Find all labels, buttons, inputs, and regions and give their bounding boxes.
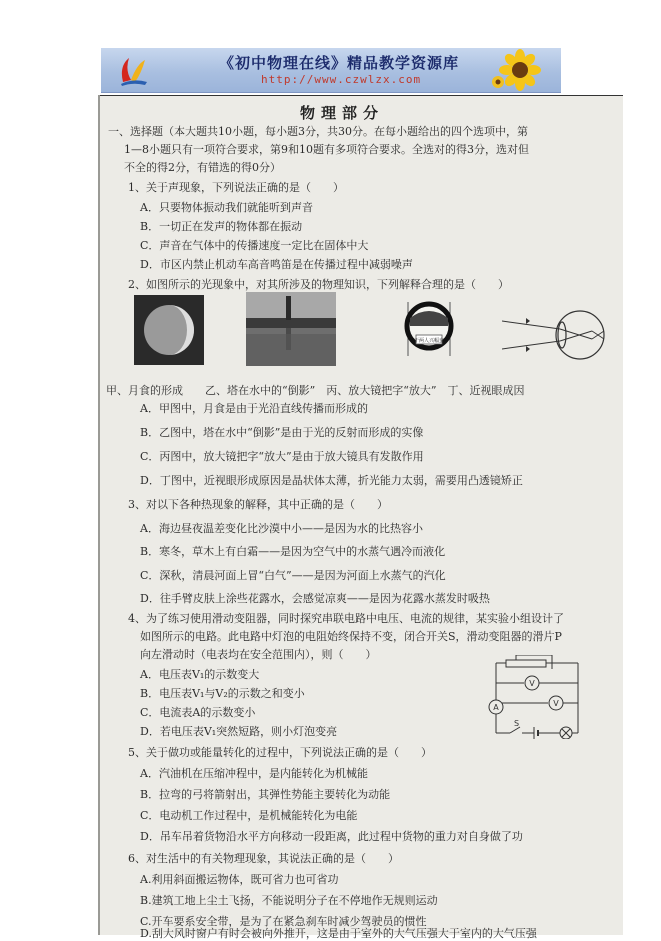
option: C．电动机工作过程中，是机械能转化为电能 xyxy=(140,809,358,822)
instruction-line: 1—8小题只有一项符合要求，第9和10题有多项符合要求。全选对的得3分，选对但 xyxy=(124,143,529,156)
magnifier-text: 干两人兴幅蛮 xyxy=(413,338,445,344)
option: D．丁图中，近视眼形成原因是晶状体太薄，折光能力太弱，需要用凸透镜矫正 xyxy=(140,474,523,487)
option: C．电流表A的示数变小 xyxy=(140,706,256,719)
header-banner xyxy=(101,48,561,93)
option: A.利用斜面搬运物体，既可省力也可省功 xyxy=(140,873,339,886)
figure-captions: 甲、月食的形成 乙、塔在水中的“倒影” 丙、放大镜把字“放大” 丁、近视眼成因 xyxy=(106,384,525,397)
option: C．丙图中，放大镜把字“放大”是由于放大镜具有发散作用 xyxy=(140,450,424,463)
question-stem: 6、对生活中的有关物理现象，其说法正确的是（ ） xyxy=(128,852,399,865)
magnifier-figure xyxy=(396,298,462,366)
question-stem: 1、关于声现象，下列说法正确的是（ ） xyxy=(128,181,344,194)
question-stem: 如图所示的电路。此电路中灯泡的电阻始终保持不变，闭合开关S，滑动变阻器的滑片P xyxy=(140,630,562,643)
ammeter-label: A xyxy=(493,703,499,712)
option: A．海边昼夜温差变化比沙漠中小——是因为水的比热容小 xyxy=(140,522,423,535)
question-stem: 向左滑动时（电表均在安全范围内），则（ ） xyxy=(140,648,377,661)
logo-icon xyxy=(115,52,151,88)
option: C．声音在气体中的传播速度一定比在固体中大 xyxy=(140,239,369,252)
instruction-line: 不全的得2分，有错选的得0分） xyxy=(124,161,281,174)
option: D．若电压表V₁突然短路，则小灯泡变亮 xyxy=(140,725,338,738)
option: D．市区内禁止机动车高音鸣笛是在传播过程中减弱噪声 xyxy=(140,258,413,271)
option: B．寒冬，草木上有白霜——是因为空气中的水蒸气遇冷而液化 xyxy=(140,545,446,558)
option: C.开车要系安全带，是为了在紧急刹车时减少驾驶员的惯性 xyxy=(140,915,427,928)
option: C．深秋，清晨河面上冒“白气”——是因为河面上水蒸气的汽化 xyxy=(140,569,446,582)
option: A．电压表V₁的示数变大 xyxy=(140,668,260,681)
banner-url[interactable]: http://www.czwlzx.com xyxy=(261,73,422,86)
voltmeter-v2-label: V xyxy=(553,699,559,708)
option: B．拉弯的弓将箭射出，其弹性势能主要转化为动能 xyxy=(140,788,391,801)
question-stem: 5、关于做功或能量转化的过程中，下列说法正确的是（ ） xyxy=(128,746,432,759)
switch-label: S xyxy=(514,719,520,728)
circuit-diagram xyxy=(488,655,584,739)
question-stem: 4、为了练习使用滑动变阻器，同时探究串联电路中电压、电流的规律，某实验小组设计了 xyxy=(128,612,564,625)
option: A．汽油机在压缩冲程中，是内能转化为机械能 xyxy=(140,767,368,780)
banner-title: 《初中物理在线》精品教学资源库 xyxy=(219,54,460,72)
option: D．往手臂皮肤上涂些花露水，会感觉凉爽——是因为花露水蒸发时吸热 xyxy=(140,592,490,605)
exam-paper xyxy=(98,95,623,940)
voltmeter-v1-label: V xyxy=(529,679,535,688)
myopia-eye-figure xyxy=(502,309,610,361)
option: B．电压表V₁与V₂的示数之和变小 xyxy=(140,687,305,700)
lunar-eclipse-figure xyxy=(134,295,204,365)
question-stem: 2、如图所示的光现象中，对其所涉及的物理知识，下列解释合理的是（ ） xyxy=(128,278,509,291)
option: B．乙图中，塔在水中“倒影”是由于光的反射而形成的实像 xyxy=(140,426,424,439)
instruction-line: 一、选择题（本大题共10小题，每小题3分，共30分。在每小题给出的四个选项中，第 xyxy=(108,125,528,138)
question-stem: 3、对以下各种热现象的解释，其中正确的是（ ） xyxy=(128,498,388,511)
divider xyxy=(100,95,623,96)
option: D．吊车吊着货物沿水平方向移动一段距离，此过程中货物的重力对自身做了功 xyxy=(140,830,523,843)
sunflower-icon xyxy=(489,49,551,91)
option: B．一切正在发声的物体都在振动 xyxy=(140,220,303,233)
option: D.刮大风时窗户有时会被向外推开，这是由于室外的大气压强大于室内的大气压强 xyxy=(140,927,537,940)
tower-reflection-figure xyxy=(246,292,336,366)
page-title: 物理部分 xyxy=(300,104,385,122)
option: A．甲图中，月食是由于光沿直线传播而形成的 xyxy=(140,402,368,415)
option: B.建筑工地上尘土飞扬，不能说明分子在不停地作无规则运动 xyxy=(140,894,438,907)
option: A．只要物体振动我们就能听到声音 xyxy=(140,201,313,214)
